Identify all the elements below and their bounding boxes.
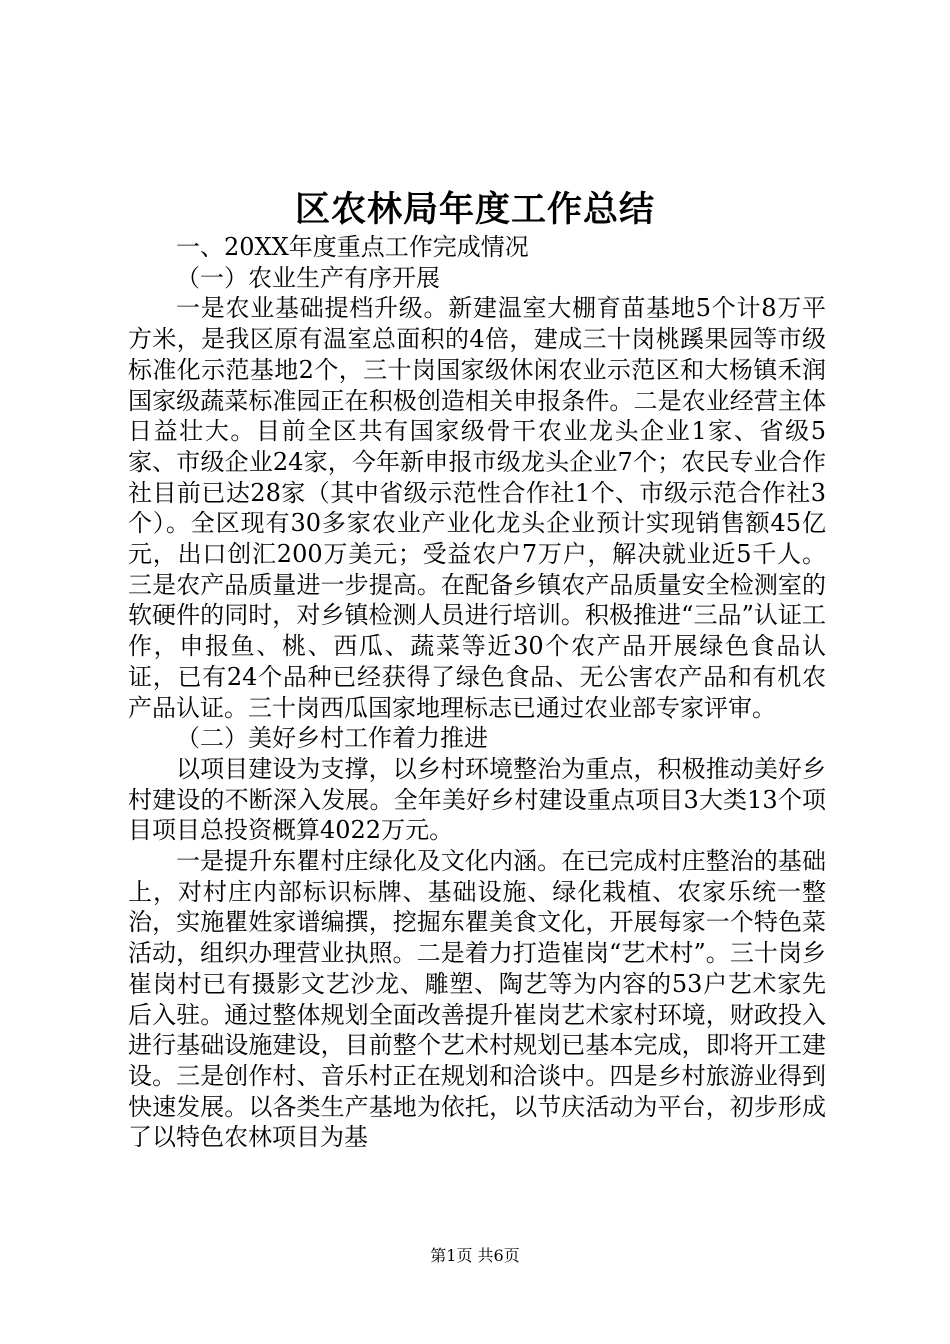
body-paragraph: 一是提升东瞿村庄绿化及文化内涵。在已完成村庄整治的基础上，对村庄内部标识标牌、基础设施、绿化栽植、农家乐统一整治，实施瞿姓家谱编撰，挖掘东瞿美食文化，开展每家一个特色菜活动，组织办理营业执照。二是着力打造崔岗“艺术村”。三十岗乡崔岗村已有摄影文艺沙龙、雕塑、陶艺等为内容的53户艺术家先后入驻。通过整体规划全面改善提升崔岗艺术家村环境，财政投入进行基础设施建设，目前整个艺术村规划已基本完成，即将开工建设。三是创作村、音乐村正在规划和洽谈中。四是乡村旅游业得到快速发展。以各类生产基地为依托，以节庆活动为平台，初步形成了以特色农林项目为基 [128, 847, 826, 1152]
subsection-heading: （一）农业生产有序开展 [176, 263, 440, 292]
body-paragraph: 以项目建设为支撑，以乡村环境整治为重点，积极推动美好乡村建设的不断深入发展。全年美好乡村建设重点项目3大类13个项目项目总投资概算4022万元。 [128, 754, 826, 845]
subsection-heading: （二）美好乡村工作着力推进 [176, 724, 488, 753]
document-body [128, 232, 826, 1153]
body-paragraph: 一是农业基础提档升级。新建温室大棚育苗基地5个计8万平方米，是我区原有温室总面积的4倍，建成三十岗桃蹊果园等市级标准化示范基地2个，三十岗国家级休闲农业示范区和大杨镇禾润国家级蔬菜标准园正在积极创造相关申报条件。二是农业经营主体日益壮大。目前全区共有国家级骨干农业龙头企业1家、省级5家、市级企业24家，今年新申报市级龙头企业7个；农民专业合作社目前已达28家（其中省级示范性合作社1个、市级示范合作社3个）。全区现有30多家农业产业化龙头企业预计实现销售额45亿元，出口创汇200万美元；受益农户7万户，解决就业近5千人。三是农产品质量进一步提高。在配备乡镇农产品质量安全检测室的软硬件的同时，对乡镇检测人员进行培训。积极推进“三品”认证工作，申报鱼、桃、西瓜、蔬菜等近30个农产品开展绿色食品认证，已有24个品种已经获得了绿色食品、无公害农产品和有机农产品认证。三十岗西瓜国家地理标志已通过农业部专家评审。 [128, 294, 826, 722]
page-footer: 第1页 共6页 [430, 1246, 520, 1265]
document-title: 区农林局年度工作总结 [294, 189, 655, 230]
section-heading: 一、20XX年度重点工作完成情况 [176, 233, 529, 261]
